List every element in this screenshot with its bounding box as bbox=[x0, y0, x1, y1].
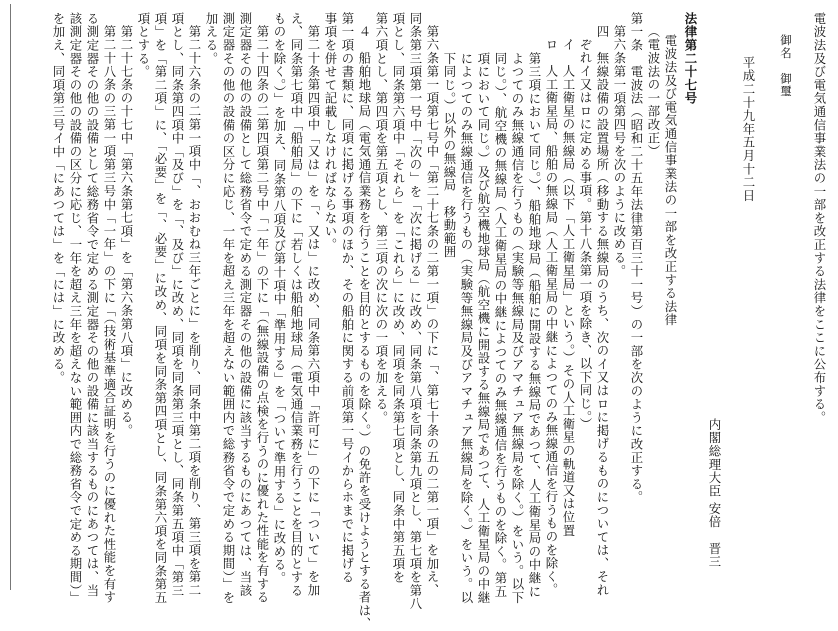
promulgation-date: 平成二十九年五月十二日 bbox=[741, 56, 756, 203]
body-line: 測定器その他の設備の区分に応じ、一年を超え三年を超えない範囲内で総務省令で定める期間）」を bbox=[221, 12, 236, 605]
body-line: イ 人工衛星の無線局（以下「人工衛星局」という。）その人工衛星の軌道又は位置 bbox=[561, 38, 576, 538]
body-line: 第二十四条の二第四項第二号中「一年」の下に「（無線設備の点検を行うのに優れた性能を有する bbox=[255, 25, 270, 604]
body-line: 項とする。 bbox=[136, 12, 151, 79]
body-line: 加える。 bbox=[204, 12, 219, 66]
body-line: 第二十条第四項中「又は」を「、又は」に改め、同条第六項中「許可に」の下に「ついて」を加 bbox=[306, 25, 321, 597]
signatory-name: 安倍 晋三 bbox=[707, 502, 722, 569]
body-line: 測定器その他の設備として総務省令で定める測定器その他の設備に該当するものにあつては、当該 bbox=[238, 12, 253, 598]
body-line: 同じ。）、航空機の無線局（人工衛星局の中継によつてのみ無線通信を行うものを除く。第五 bbox=[493, 52, 508, 599]
body-line: 第六条第一項第七号中「第二十七条の二第一項」の下に「、第七十条の五の二第一項」を加え、 bbox=[425, 25, 440, 597]
left-border-line bbox=[10, 4, 11, 590]
body-line: ものを除く。）」を加え、同条第八項及び第十項中「準用する」を「ついて準用する」に改める。 bbox=[272, 12, 287, 585]
body-line: （電波法の一部改正） bbox=[646, 25, 661, 158]
body-line: 項において同じ。）及び航空機地球局（航空機に開設する無線局であつて、人工衛星局の中継 bbox=[476, 52, 491, 605]
law-title: 電波法及び電気通信事業法の一部を改正する法律 bbox=[663, 34, 678, 327]
body-line: によつてのみ無線通信を行うもの（実験等無線局及びアマチュア無線局を除く。）をいう。以 bbox=[459, 52, 474, 605]
body-line: 第一項の書類に、同項に掲げる事項のほか、その船舶に関する前項第一号イからホまでに掲げる bbox=[340, 12, 355, 584]
body-line: 第二十六条の二第一項中「、おおむね三年ごとに」を削り、同条中第二項を削り、第三項を第二 bbox=[187, 25, 202, 597]
body-line: 第二十七条の十七中「第六条第七項」を「第六条第八項」に改める。 bbox=[119, 25, 134, 438]
body-line: 項とし、同条第四項中「及び」を「、及び」に改め、同項を同条第三項とし、同条第五項中「第三 bbox=[170, 12, 185, 598]
body-line: 該測定器その他の設備の区分に応じ、一年を超え三年を超えない範囲内で総務省令で定める期間）」 bbox=[68, 12, 83, 605]
body-line: 下同じ。）以外の無線局 移動範囲 bbox=[442, 52, 457, 259]
body-line: を加え、同項第三号イ中「にあつては」を「には」に改める。 bbox=[51, 12, 66, 385]
body-line: 第六項とし、第四項を第五項とし、第三項の次に次の一項を加える。 bbox=[374, 12, 389, 425]
body-line: る測定器その他の設備として総務省令で定める測定器その他の設備に該当するものにあつては、当 bbox=[85, 12, 100, 598]
body-line: ４ 船舶地球局（電気通信業務を行うことを目的とするものを除く。）の免許を受けようとする者は、 bbox=[357, 25, 372, 631]
body-line: 同条第三項第一号中「次の」を「次に掲げる」に改め、同条第八項を同条第九項とし、第七項を第八 bbox=[408, 12, 423, 611]
body-line: 第二十八条の三第一項第三号中「一年」の下に「（技術基準適合証明を行うのに優れた性能を有す bbox=[102, 25, 117, 604]
body-line: 第一条 電波法（昭和二十五年法律第百三十一号）の一部を次のように改正する。 bbox=[629, 12, 644, 505]
body-line: よつてのみ無線通信を行うもの（実験等無線局及びアマチュア無線局を除く。）をいう。以下 bbox=[510, 52, 525, 605]
body-line: ぞれイ又はロに定める事項。第十八条第一項を除き、以下同じ。） bbox=[578, 38, 593, 431]
signatory-title: 内閣総理大臣 bbox=[707, 418, 722, 498]
body-line: 項」を「第二項」に、「必要」を「、必要」に改め、同項を同条第四項とし、同条第六項を同条第五 bbox=[153, 12, 168, 605]
proclamation-line: 電波法及び電気通信事業法の一部を改正する法律をここに公布する。 bbox=[812, 12, 827, 425]
emperor-seal: 御名 御璽 bbox=[779, 34, 793, 98]
body-line: 事項を併せて記載しなければならない。 bbox=[323, 12, 338, 252]
body-line: え、同条第七項中「船舶局」の下に「若しくは船舶地球局（電気通信業務を行うことを目的とする bbox=[289, 12, 304, 598]
law-number: 法律第二十七号 bbox=[683, 12, 698, 106]
body-line: 四 無線設備の設置場所（移動する無線局のうち、次のイ又はロに掲げるものについては、それ bbox=[595, 25, 610, 597]
body-line: 第三項において同じ。）、船舶地球局（船舶に開設する無線局であつて、人工衛星局の中継に bbox=[527, 52, 542, 599]
body-line: 第六条第一項第四号を次のように改める。 bbox=[612, 25, 627, 278]
body-line: 項とし、同条第六項中「それら」を「これら」に改め、同項を同条第七項とし、同条中第五項を bbox=[391, 12, 406, 584]
body-line: ロ 人工衛星局、船舶の無線局（人工衛星局の中継によつてのみ無線通信を行うものを除く。 bbox=[544, 38, 559, 597]
